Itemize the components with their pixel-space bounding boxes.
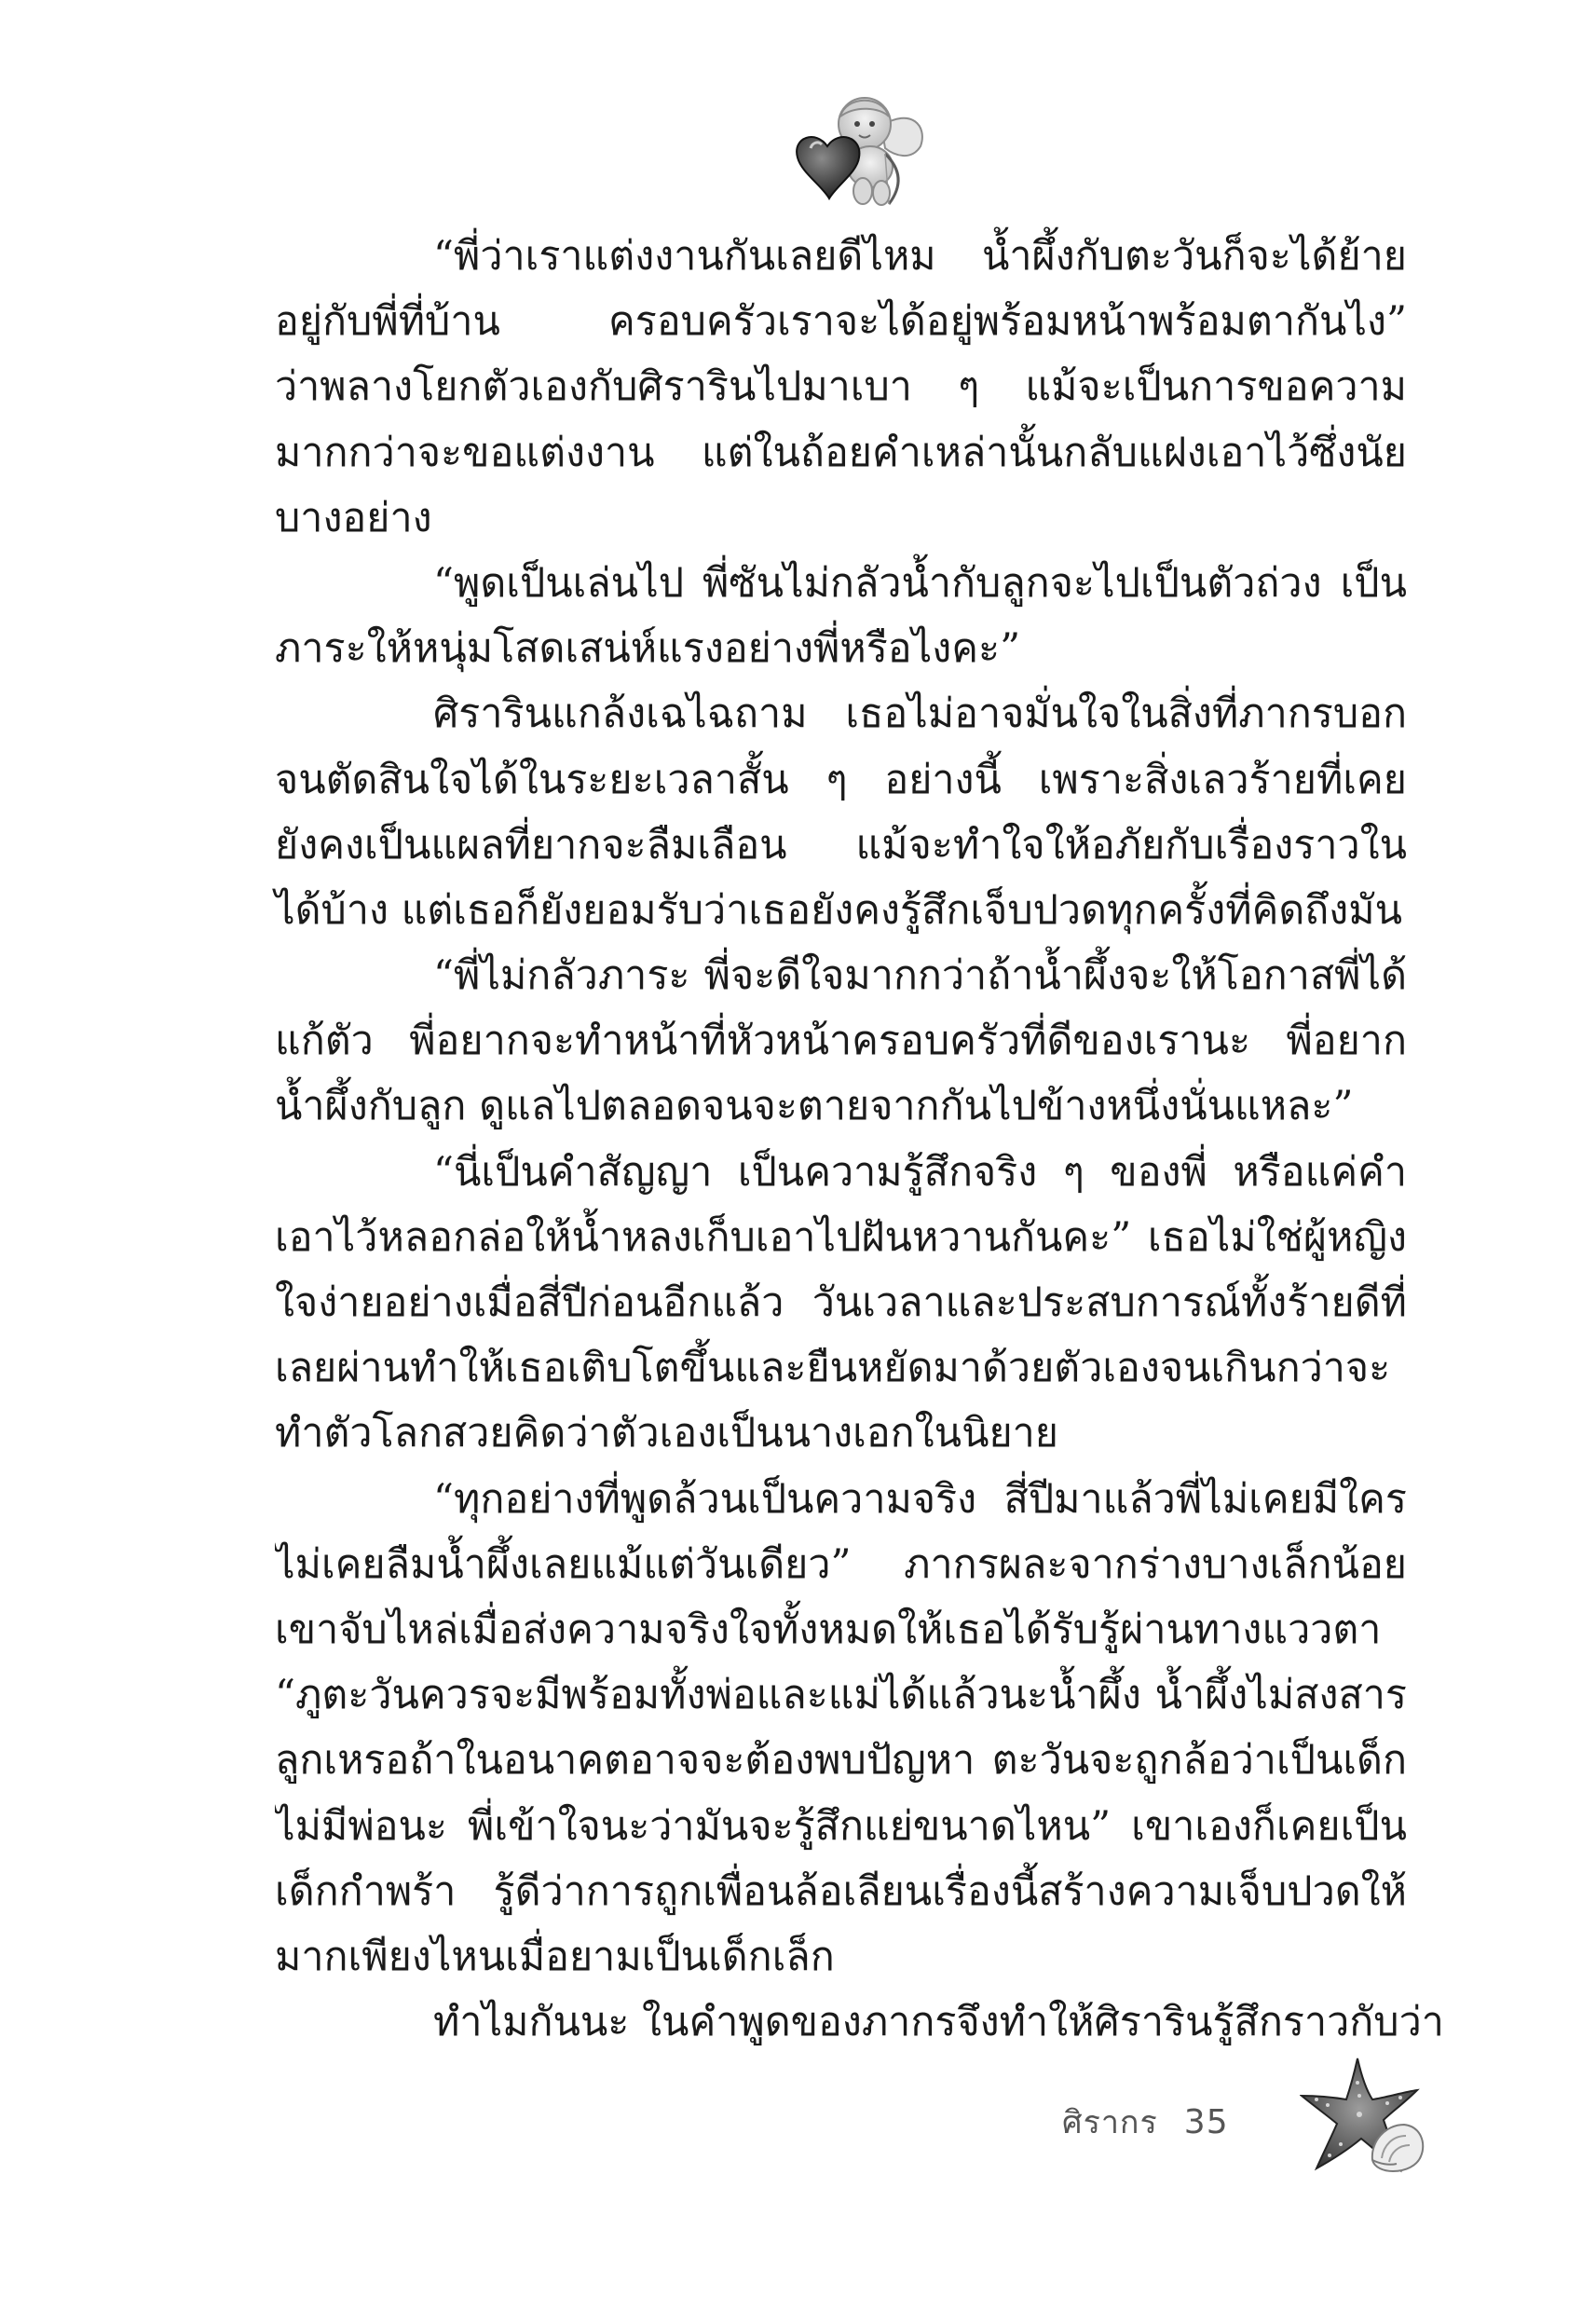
text-line: “ทุกอย่างที่พูดล้วนเป็นความจริง สี่ปีมาแล้วพี่ไม่เคยมีใคร	[433, 1475, 1407, 1523]
text-line: เอาไว้หลอกล่อให้น้ำหลงเก็บเอาไปฝันหวานกันคะ” เธอไม่ใช่ผู้หญิง	[275, 1213, 1407, 1261]
text-line: น้ำผึ้งกับลูก ดูแลไปตลอดจนจะตายจากกันไปข้างหนึ่งนั่นแหละ”	[275, 1083, 1354, 1130]
page-number: 35	[1183, 2103, 1229, 2141]
text-line: ไม่มีพ่อนะ พี่เข้าใจนะว่ามันจะรู้สึกแย่ขนาดไหน” เขาเองก็เคยเป็น	[275, 1802, 1407, 1850]
cupid-heart-icon	[781, 89, 930, 219]
text-line: จนตัดสินใจได้ในระยะเวลาสั้น ๆ อย่างนี้ เพราะสิ่งเลวร้ายที่เคย	[275, 756, 1407, 803]
text-line: ทำตัวโลกสวยคิดว่าตัวเองเป็นนางเอกในนิยาย	[275, 1410, 1058, 1457]
text-line: เด็กกำพร้า รู้ดีว่าการถูกเพื่อนล้อเลียนเรื่องนี้สร้างความเจ็บปวดให้	[275, 1867, 1407, 1915]
text-line: บางอย่าง	[275, 494, 432, 541]
text-line: “นี่เป็นคำสัญญา เป็นความรู้สึกจริง ๆ ของพี่ หรือแค่คำ	[433, 1148, 1407, 1196]
text-line: ภาระให้หนุ่มโสดเสน่ห์แรงอย่างพี่หรือไงคะ”	[275, 625, 1021, 673]
text-line: “พูดเป็นเล่นไป พี่ซันไม่กลัวน้ำกับลูกจะไปเป็นตัวถ่วง เป็น	[433, 559, 1407, 607]
seashell-icon	[1365, 2115, 1430, 2181]
text-line: “พี่ไม่กลัวภาระ พี่จะดีใจมากกว่าถ้าน้ำผึ้งจะให้โอกาสพี่ได้	[433, 952, 1407, 1000]
text-line: ไม่เคยลืมน้ำผึ้งเลยแม้แต่วันเดียว” ภากรผละจากร่างบางเล็กน้อย	[275, 1540, 1407, 1588]
text-line: เลยผ่านทำให้เธอเติบโตขึ้นและยืนหยัดมาด้วยตัวเองจนเกินกว่าจะ	[275, 1345, 1391, 1392]
text-line: ลูกเหรอถ้าในอนาคตอาจจะต้องพบปัญหา ตะวันจะถูกล้อว่าเป็นเด็ก	[275, 1737, 1407, 1785]
text-line: “พี่ว่าเราแต่งงานกันเลยดีไหม น้ำผึ้งกับตะวันก็จะได้ย้าย	[433, 233, 1407, 280]
text-line: ว่าพลางโยกตัวเองกับศิรารินไปมาเบา ๆ แม้จะเป็นการขอความ	[275, 363, 1407, 411]
text-line: เขาจับไหล่เมื่อส่งความจริงใจทั้งหมดให้เธอได้รับรู้ผ่านทางแววตา	[275, 1606, 1382, 1653]
running-title: ศิรากร	[1062, 2104, 1158, 2141]
text-line: “ภูตะวันควรจะมีพร้อมทั้งพ่อและแม่ได้แล้วนะน้ำผึ้ง น้ำผึ้งไม่สงสาร	[275, 1672, 1407, 1719]
page-footer	[1062, 2097, 1229, 2147]
text-line: มากกว่าจะขอแต่งงาน แต่ในถ้อยคำเหล่านั้นกลับแฝงเอาไว้ซึ่งนัย	[275, 429, 1407, 476]
story-text	[275, 224, 1444, 2055]
text-line: ได้บ้าง แต่เธอก็ยังยอมรับว่าเธอยังคงรู้สึกเจ็บปวดทุกครั้งที่คิดถึงมัน	[275, 886, 1403, 934]
text-line: อยู่กับพี่ที่บ้าน ครอบครัวเราจะได้อยู่พร้อมหน้าพร้อมตากันไง”	[275, 298, 1407, 346]
text-line: ยังคงเป็นแผลที่ยากจะลืมเลือน แม้จะทำใจให้อภัยกับเรื่องราวใน	[275, 821, 1407, 868]
text-line: มากเพียงไหนเมื่อยามเป็นเด็กเล็ก	[275, 1933, 835, 1980]
text-line: แก้ตัว พี่อยากจะทำหน้าที่หัวหน้าครอบครัวที่ดีของเรานะ พี่อยาก	[275, 1018, 1407, 1065]
text-line: ทำไมกันนะ ในคำพูดของภากรจึงทำให้ศิรารินรู้สึกราวกับว่า	[433, 1999, 1444, 2046]
text-line: ศิรารินแกล้งเฉไฉถาม เธอไม่อาจมั่นใจในสิ่งที่ภากรบอก	[433, 691, 1407, 738]
text-line: ใจง่ายอย่างเมื่อสี่ปีก่อนอีกแล้ว วันเวลาและประสบการณ์ทั้งร้ายดีที่	[275, 1279, 1407, 1326]
